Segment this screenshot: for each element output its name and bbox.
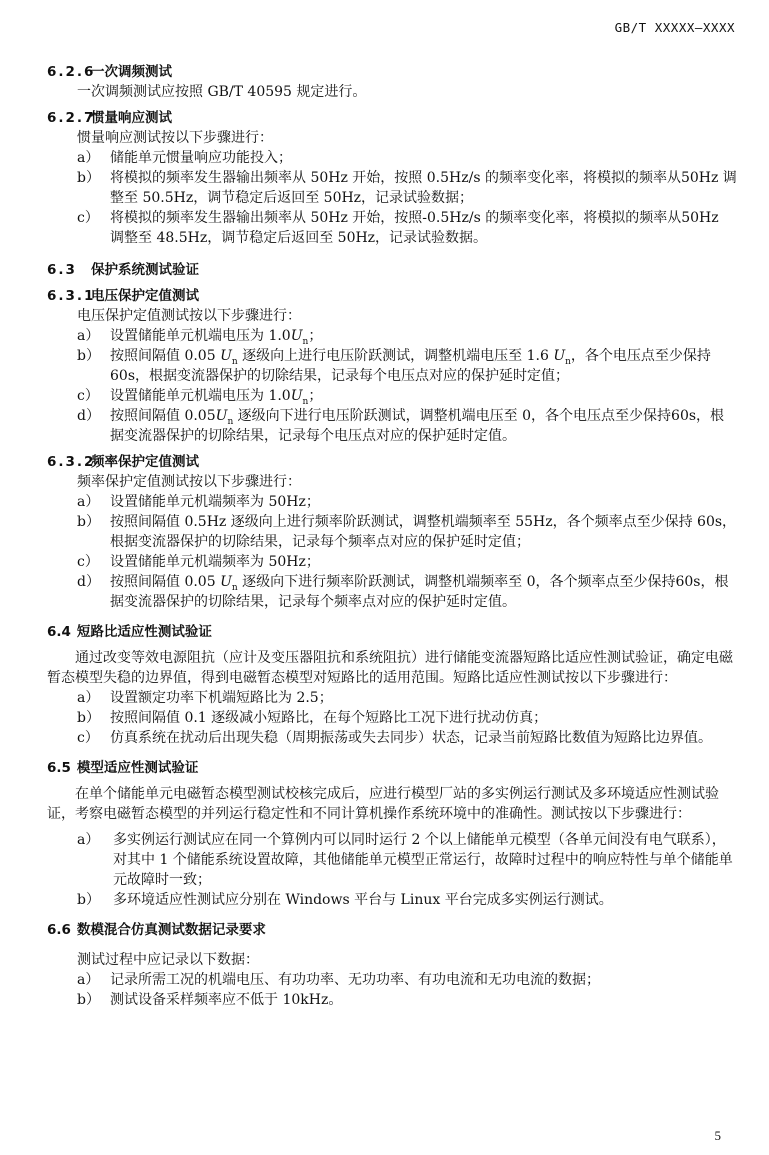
section-heading-6-2-7: [47, 108, 737, 128]
section-heading-6-3-2: [47, 452, 737, 472]
section-number: 6.3.2: [47, 454, 96, 470]
list-item: [47, 728, 737, 748]
paragraph: 一次调频测试应按照 GB/T 40595 规定进行。: [77, 84, 367, 100]
list-text: 设置储能单元机端频率为 50Hz；: [110, 494, 320, 510]
list-label: c）: [77, 554, 99, 570]
list-label: d）: [77, 408, 100, 424]
section-heading-6-5: [47, 758, 737, 778]
section-heading-6-4: [47, 622, 737, 642]
list-text: 按照间隔值 0.5Hz 逐级向上进行频率阶跃测试，调整机端频率至 55Hz，各个频率点至少保持 60s，根据变流器保护的切除结果，记录每个频率点对应的保护延时定值；: [110, 514, 737, 550]
list-item: [47, 208, 737, 248]
list-text: 按照间隔值 $0.05U_n$ 逐级向下进行电压阶跃测试，调整机端电压至 0，各个电压点至少保持60s，根据变流器保护的切除结果，记录每个电压点对应的保护延时定值。: [110, 408, 725, 444]
section-title: 保护系统测试验证: [91, 262, 199, 278]
list-text: 多环境适应性测试应分别在 Windows 平台与 Linux 平台完成多实例运行测试。: [113, 892, 613, 908]
list-text: 设置储能单元机端频率为 50Hz；: [110, 554, 320, 570]
list-item: [47, 572, 737, 612]
section-title: 频率保护定值测试: [91, 454, 199, 470]
list-text: 按照间隔值 0.05 $U_n$ 逐级向上进行电压阶跃测试，调整机端电压至 1.6 $U_n$，各个电压点至少保持 60s，根据变流器保护的切除结果，记录每个电压点对应的保护延时定值；: [110, 348, 711, 384]
section-number: 6.6: [47, 922, 71, 938]
section-title: 电压保护定值测试: [91, 288, 199, 304]
list-label: a）: [77, 690, 100, 706]
list-text: 设置额定功率下机端短路比为 2.5；: [110, 690, 333, 706]
list-item: [47, 830, 737, 890]
standard-code-header: GB/T XXXXX—XXXX: [614, 20, 735, 35]
section-heading-6-3-1: [47, 286, 737, 306]
list-text: 设置储能单元机端电压为 $1.0U_n$；: [110, 328, 323, 347]
section-number: 6.2.7: [47, 110, 96, 126]
document-body: [47, 62, 737, 1010]
list-text: 设置储能单元机端电压为 $1.0U_n$；: [110, 388, 323, 407]
list-label: b）: [77, 992, 100, 1008]
section-number: 6.5: [47, 760, 71, 776]
list-label: b）: [77, 170, 100, 186]
paragraph: 在单个储能单元电磁暂态模型测试校核完成后，应进行模型厂站的多实例运行测试及多环境适应性测试验证，考察电磁暂态模型的并列运行稳定性和不同计算机操作系统环境中的准确性。测试按以下步骤进行：: [47, 786, 719, 822]
section-number: 6.4: [47, 624, 71, 640]
list-item: [47, 970, 737, 990]
list-item: [47, 346, 737, 386]
list-item: [47, 148, 737, 168]
section-number: 6.3: [47, 262, 77, 278]
paragraph: 频率保护定值测试按以下步骤进行：: [77, 474, 301, 490]
list-text: 将模拟的频率发生器输出频率从 50Hz 开始，按照 0.5Hz/s 的频率变化率，将模拟的频率从50Hz 调整至 50.5Hz，调节稳定后返回至 50Hz，记录试验数据；: [110, 170, 737, 206]
page-number: 5: [714, 1128, 721, 1143]
paragraph: 电压保护定值测试按以下步骤进行：: [77, 308, 301, 324]
list-item: [47, 168, 737, 208]
paragraph: 测试过程中应记录以下数据：: [77, 952, 259, 968]
list-item: [47, 386, 737, 406]
list-label: b）: [77, 892, 100, 908]
list-label: b）: [77, 710, 100, 726]
list-text: 按照间隔值 0.1 逐级减小短路比，在每个短路比工况下进行扰动仿真；: [110, 710, 548, 726]
list-text: 将模拟的频率发生器输出频率从 50Hz 开始，按照-0.5Hz/s 的频率变化率，将模拟的频率从50Hz 调整至 48.5Hz，调节稳定后返回至 50Hz，记录试验数据。: [110, 210, 719, 246]
list-item: [47, 890, 737, 910]
list-text: 按照间隔值 0.05 $U_n$ 逐级向下进行频率阶跃测试，调整机端频率至 0，各个频率点至少保持60s，根据变流器保护的切除结果，记录每个频率点对应的保护延时定值。: [110, 574, 729, 610]
list-label: a）: [77, 328, 100, 344]
list-item: [47, 990, 737, 1010]
list-text: 测试设备采样频率应不低于 10kHz。: [110, 992, 343, 1008]
list-item: [47, 552, 737, 572]
list-label: a）: [77, 832, 100, 848]
list-text: 记录所需工况的机端电压、有功功率、无功功率、有功电流和无功电流的数据；: [110, 972, 600, 988]
list-label: c）: [77, 210, 99, 226]
paragraph: 通过改变等效电源阻抗（应计及变压器阻抗和系统阻抗）进行储能变流器短路比适应性测试验证，确定电磁暂态模型失稳的边界值，得到电磁暂态模型对短路比的适用范围。短路比适应性测试按以下步骤进行：: [47, 650, 733, 686]
section-title: 短路比适应性测试验证: [76, 624, 212, 640]
list-label: a）: [77, 494, 100, 510]
list-item: [47, 492, 737, 512]
list-text: 储能单元惯量响应功能投入；: [110, 150, 292, 166]
list-item: [47, 326, 737, 346]
list-item: [47, 708, 737, 728]
section-heading-6-3: [47, 260, 737, 280]
list-item: [47, 512, 737, 552]
list-label: b）: [77, 514, 100, 530]
list-text: 多实例运行测试应在同一个算例内可以同时运行 2 个以上储能单元模型（各单元间没有电气联系），对其中 1 个储能系统设置故障，其他储能单元模型正常运行，故障时过程中的响应特性与单个储能单元故障时一致；: [113, 832, 733, 888]
section-title: 一次调频测试: [91, 64, 172, 80]
list-label: d）: [77, 574, 100, 590]
list-label: b）: [77, 348, 100, 364]
section-title: 模型适应性测试验证: [76, 760, 199, 776]
paragraph: 惯量响应测试按以下步骤进行：: [77, 130, 273, 146]
section-number: 6.3.1: [47, 288, 96, 304]
section-heading-6-2-6: [47, 62, 737, 82]
list-label: c）: [77, 388, 99, 404]
list-text: 仿真系统在扰动后出现失稳（周期振荡或失去同步）状态，记录当前短路比数值为短路比边界值。: [110, 730, 712, 746]
list-item: [47, 688, 737, 708]
section-number: 6.2.6: [47, 64, 96, 80]
section-title: 数模混合仿真测试数据记录要求: [76, 922, 266, 938]
section-title: 惯量响应测试: [91, 110, 172, 126]
list-label: c）: [77, 730, 99, 746]
list-label: a）: [77, 972, 100, 988]
list-item: [47, 406, 737, 446]
list-label: a）: [77, 150, 100, 166]
section-heading-6-6: [47, 920, 737, 940]
